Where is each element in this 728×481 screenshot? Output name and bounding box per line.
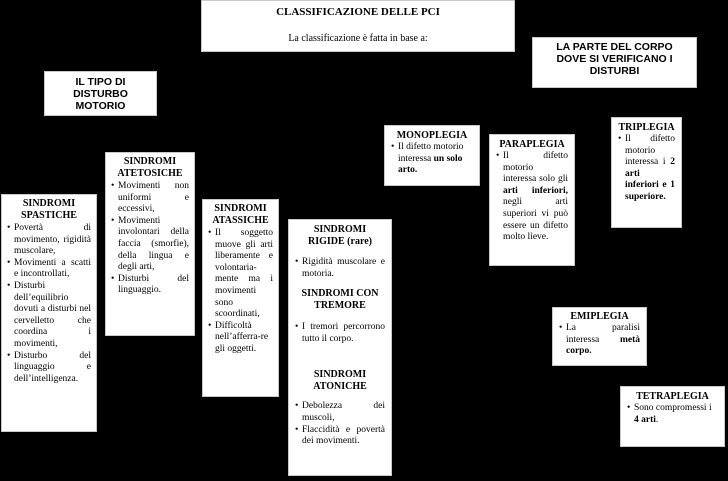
title-triplegia: TRIPLEGIA [618,122,675,133]
list-item: • Disturbi dell’equilibrio dovuti a disturbi nel cervelletto che coordina i movimenti, [7,281,91,351]
category-motor-type: IL TIPO DI DISTURBO MOTORIO [44,71,157,116]
title-spastiche: SINDROMI SPASTICHE [21,198,77,221]
list-item: • Disturbi del linguaggio. [111,274,189,297]
title-rigide: SINDROMI RIGIDE (rare) [308,224,372,247]
list-item: • Il soggetto muove gli arti liberamente e volontaria-mente ma i movimenti sono scoordinati, [208,228,273,321]
box-sindromi-atetosiche [105,152,195,336]
list-item: • Il difetto motorio interessa i 2 arti inferiori e 1 superiore. [618,134,675,204]
box-paraplegia [489,134,575,266]
box-sindromi-spastiche [1,194,97,432]
list-item: • Povertà di movimento, rigidità muscolare, [7,223,91,258]
list-item: • La paralisi interessa metà corpo. [559,323,640,358]
list-atoniche [295,401,385,447]
list-item: • Rigidità muscolare e motoria. [295,257,385,280]
box-triplegia [611,117,682,228]
list-item: • Flaccidità e povertà dei movimenti. [295,425,385,448]
list-item: • Movimenti involontari della faccia (smorfie), della lingua e degli arti, [111,216,189,274]
page-subtitle: La classificazione è fatta in base a: [288,33,428,44]
title-atetosiche: SINDROMI ATETOSICHE [117,156,183,179]
list-item: • Difficoltà nell’afferra-re gli oggetti. [208,321,273,356]
title-tremore: SINDROMI CON TREMORE [301,288,379,312]
list-item: • Il difetto motorio interessa solo gli arti inferiori, negli arti superiori vi può essere un difetto molto lieve. [496,151,568,244]
list-item: • Debolezza dei muscoli, [295,401,385,424]
list-item: • Movimenti non uniformi e eccessivi, [111,181,189,216]
title-atoniche: SINDROMI ATONICHE [313,369,367,393]
list-atassiche [208,228,273,356]
title-emiplegia: EMIPLEGIA [570,311,629,322]
title-monoplegia: MONOPLEGIA [396,130,468,141]
list-item: • Il difetto motorio interessa un solo arto. [391,142,473,177]
header-box [201,0,515,52]
list-spastiche [7,223,91,385]
list-item: • Movimenti a scatti e incontrollati, [7,258,91,281]
page-title: CLASSIFICAZIONE DELLE PCI [276,6,440,18]
list-atetosiche [111,181,189,297]
list-item: • Sono compromessi i 4 arti. [627,403,718,426]
box-monoplegia [384,125,480,186]
box-sindromi-rigide [288,219,392,476]
title-tetraplegia: TETRAPLEGIA [636,391,709,402]
category-body-part: LA PARTE DEL CORPO DOVE SI VERIFICANO I DISTURBI [532,37,697,88]
list-tremore [295,322,385,345]
title-atassiche: SINDROMI ATASSICHE [212,203,269,226]
box-sindromi-atassiche [202,199,279,397]
title-paraplegia: PARAPLEGIA [499,139,565,150]
list-item: • I tremori percorrono tutto il corpo. [295,322,385,345]
list-item: • Disturbo del linguaggio e dell’intelligenza. [7,351,91,386]
list-rigide [295,257,385,280]
box-tetraplegia [620,386,725,447]
box-emiplegia [552,307,647,366]
